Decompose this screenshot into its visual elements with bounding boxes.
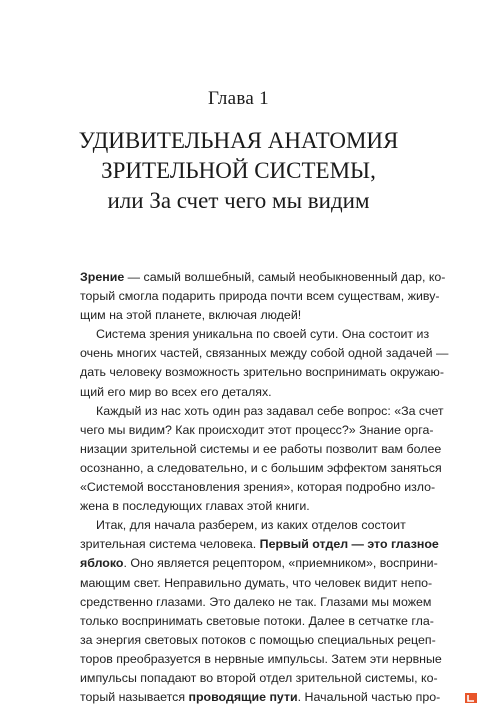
chapter-title-line: УДИВИТЕЛЬНАЯ АНАТОМИЯ (78, 128, 399, 153)
text-line (80, 363, 444, 382)
text-segment: . Оно является рецептором, «приемником», восприни- (123, 556, 438, 571)
text-segment: зрительная система человека. (80, 537, 260, 552)
paragraph (80, 516, 442, 707)
text-segment: Система зрения уникальна по своей сути. Она состоит из (96, 327, 430, 342)
text-line (80, 344, 449, 363)
publisher-logo-icon (465, 690, 477, 700)
chapter-title (0, 126, 477, 216)
text-segment: только воспринимать световые потоки. Далее в сетчатке гла- (80, 613, 434, 628)
text-segment: щий его мир во всех его деталях. (80, 384, 272, 399)
text-line (80, 688, 441, 707)
text-line (80, 459, 442, 478)
text-line (80, 440, 442, 459)
text-line (80, 478, 436, 497)
text-line (80, 612, 434, 631)
text-line (80, 631, 436, 650)
text-line (80, 574, 433, 593)
text-segment: Итак, для начала разберем, из каких отделов состоит (96, 518, 406, 533)
text-line (80, 497, 402, 516)
bold-term: проводящие пути (188, 690, 298, 705)
text-segment: средственно глазами. Это далеко не так. Глазами мы можем (80, 594, 432, 609)
text-line (80, 535, 439, 554)
paragraph (80, 325, 449, 401)
bold-term: яблоко (80, 556, 124, 571)
text-segment: чего мы видим? Как происходит этот процесс?» Знание орга- (80, 422, 434, 437)
text-segment: торов преобразуется в нервные импульсы. Затем эти нервные (80, 651, 442, 666)
text-line (80, 421, 434, 440)
text-line (80, 650, 442, 669)
text-segment: осознанно, а следовательно, и с большим эффектом заняться (80, 460, 442, 475)
text-line (80, 593, 432, 612)
chapter-label: Глава 1 (208, 88, 269, 109)
text-segment: «Системой восстановления зрения», которая подробно изло- (80, 480, 436, 495)
text-line (80, 325, 430, 344)
text-segment: жена в последующих главах этой книги. (80, 499, 310, 514)
text-segment: за энергия световых потоков с помощью специальных рецеп- (80, 632, 436, 647)
text-segment: низации зрительной системы и ее работы позволит вам более (80, 441, 442, 456)
text-segment: дать человеку возможность зрительно воспринимать окружаю- (80, 365, 444, 380)
text-segment: очень многих частей, связанных между собой одной задачей — (80, 346, 449, 361)
text-line (80, 516, 406, 535)
text-line (80, 383, 402, 402)
text-segment: импульсы попадают во второй отдел зрительной системы, ко- (80, 670, 438, 685)
text-line (80, 402, 444, 421)
text-line (80, 268, 446, 287)
text-line (80, 669, 438, 688)
text-segment: мающим свет. Неправильно думать, что человек видит непо- (80, 575, 433, 590)
text-line (80, 554, 438, 573)
chapter-title-line: ЗРИТЕЛЬНОЙ СИСТЕМЫ, (101, 158, 376, 183)
paragraph (80, 402, 444, 517)
text-line (80, 306, 402, 325)
bold-term: Первый отдел — это глазное (259, 537, 439, 552)
body-text (80, 268, 449, 707)
paragraph (80, 268, 446, 325)
text-segment: щим на этой планете, включая людей! (80, 308, 302, 323)
chapter-title-line: или За счет чего мы видим (107, 188, 370, 213)
text-segment: торый смогла подарить природа почти всем существам, живу- (80, 289, 440, 304)
text-segment: торый называется (80, 690, 189, 705)
text-segment: Каждый из нас хоть один раз задавал себе вопрос: «За счет (96, 403, 444, 418)
text-line (80, 287, 440, 306)
text-segment: — самый волшебный, самый необыкновенный дар, ко- (124, 270, 446, 284)
bold-term: Зрение (80, 270, 125, 284)
text-segment: . Начальной частью про- (297, 690, 441, 705)
